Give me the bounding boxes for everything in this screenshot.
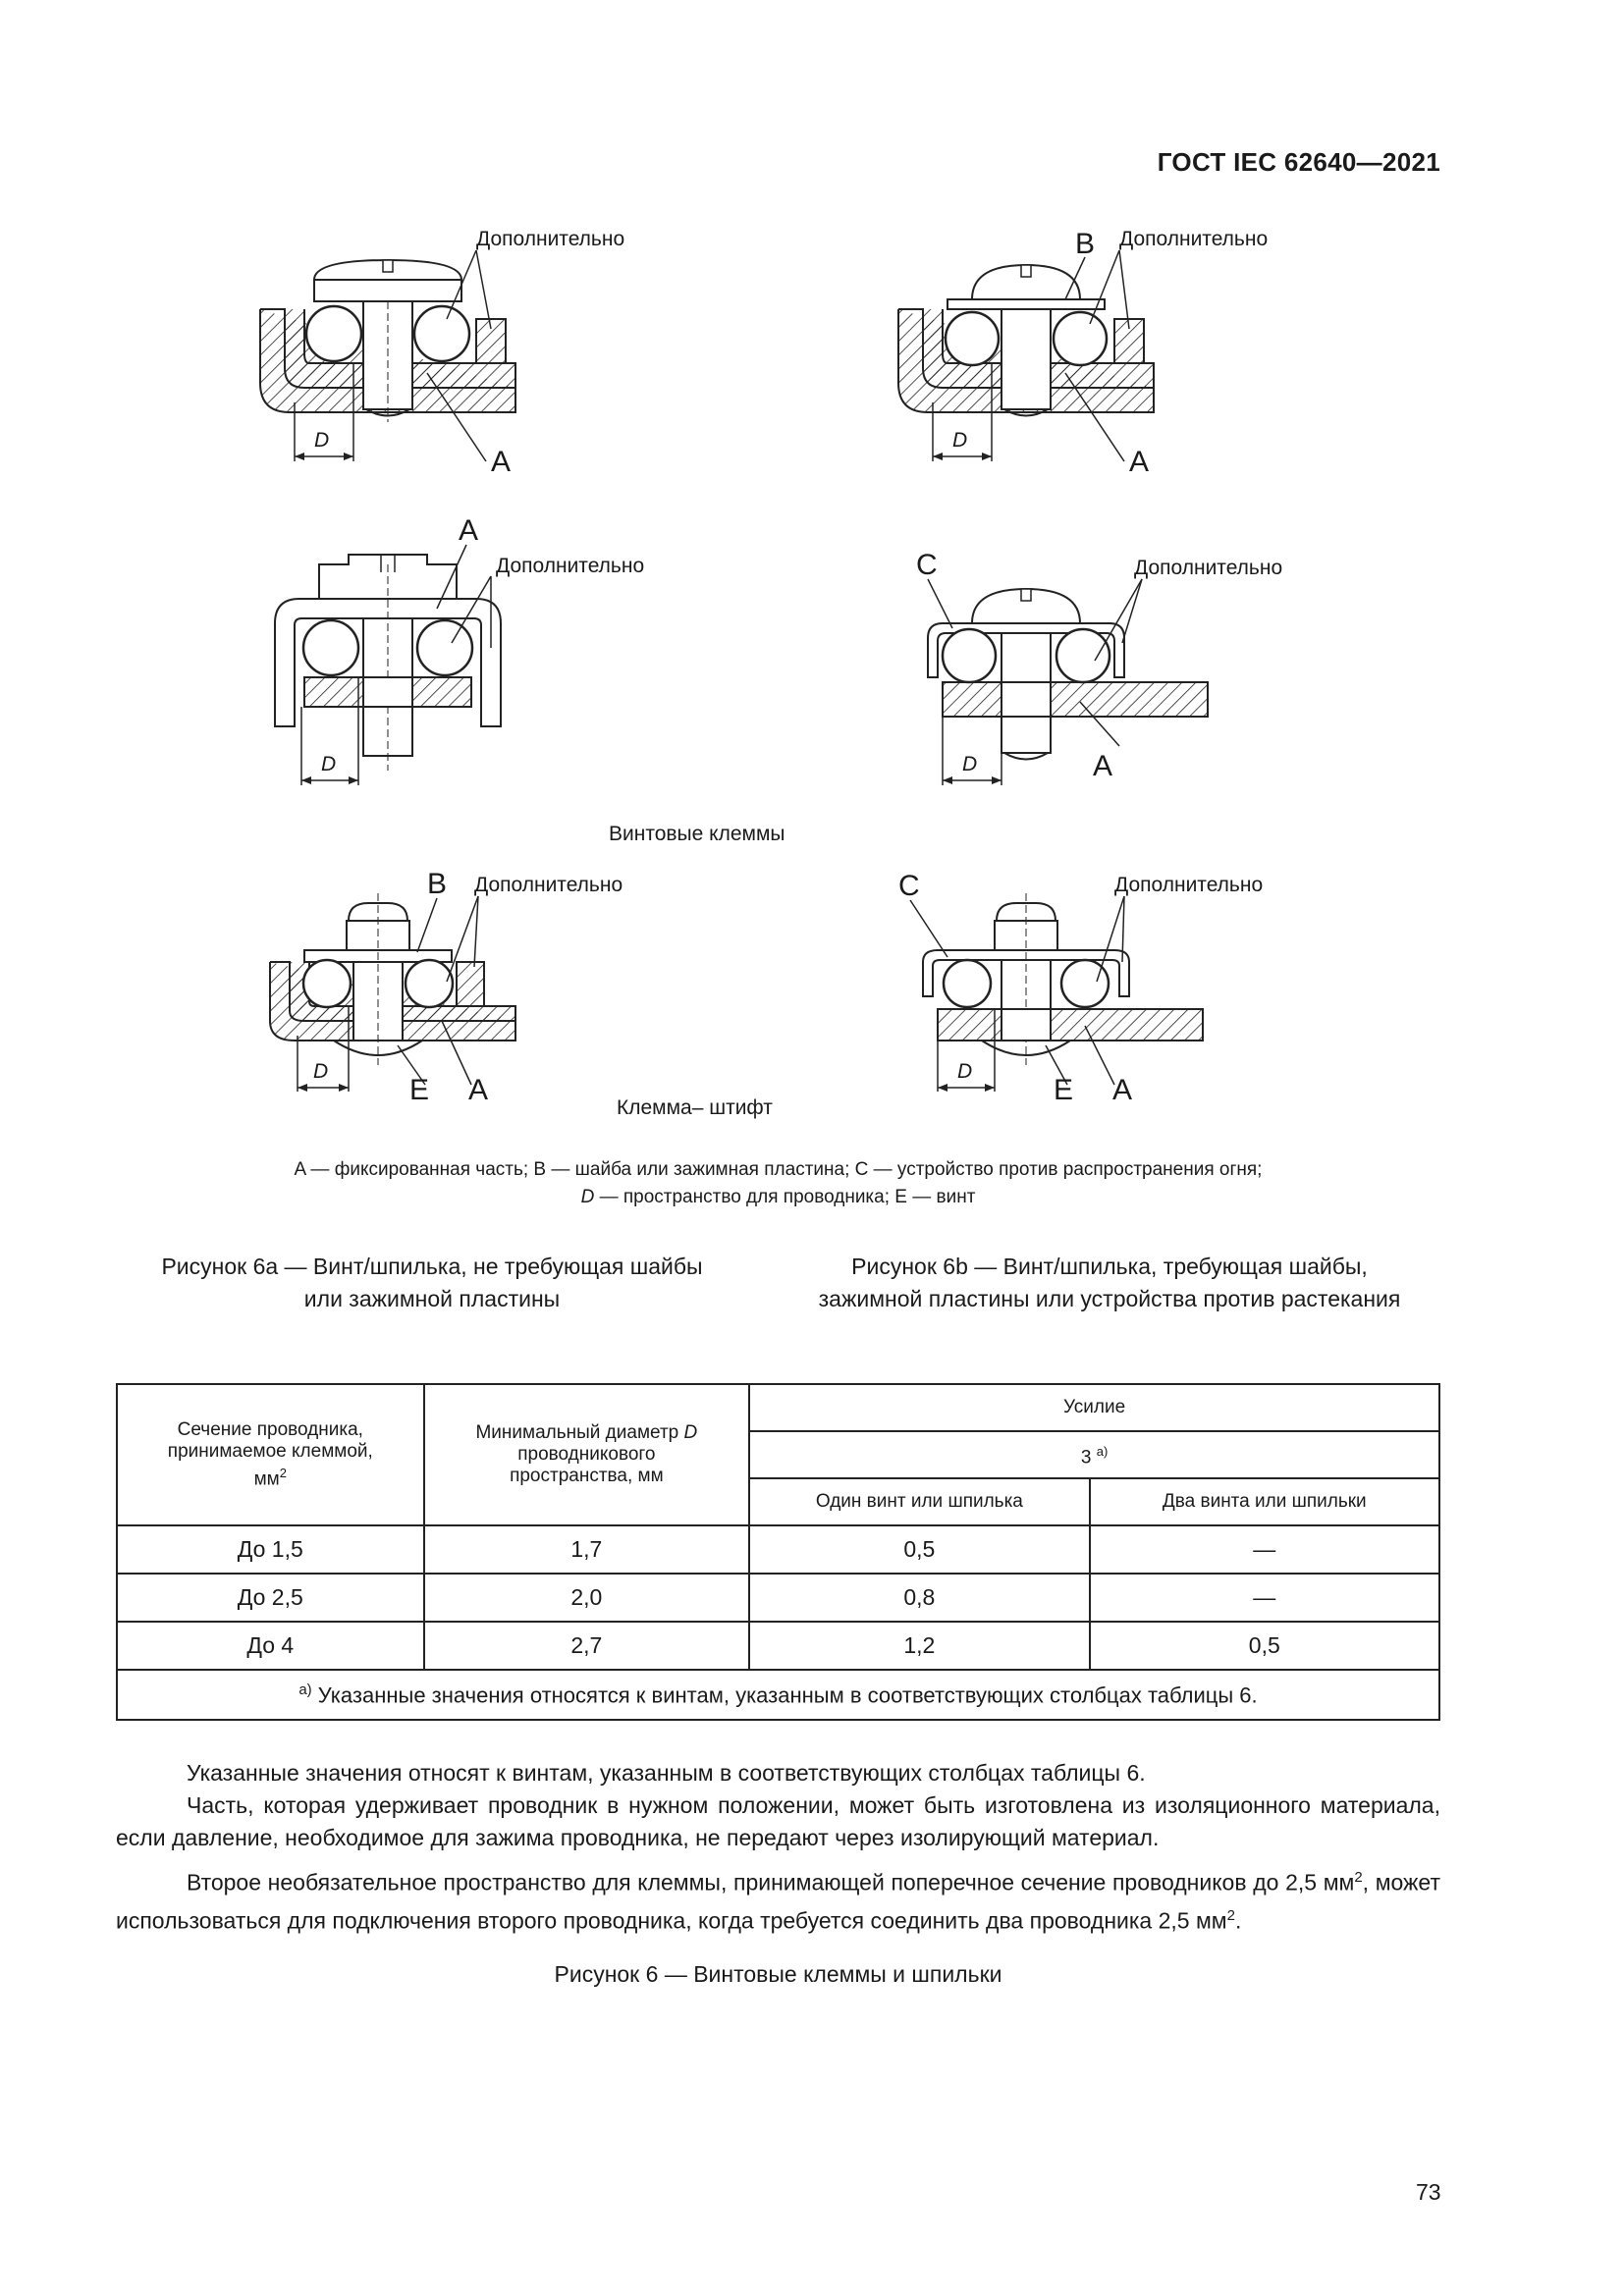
label-optional: Дополнительно [496,555,645,577]
label-optional: Дополнительно [476,228,625,250]
caption-6a-line-2: или зажимной пластины [303,1286,561,1311]
figure-legend [116,1156,1440,1211]
page-number: 73 [1416,2179,1441,2205]
cell-two-screws: — [1090,1525,1439,1574]
table-header-force-value: 3 $^{а)}$ [749,1431,1439,1478]
label-b: B [1075,228,1096,260]
legend-line-1: A — фиксированная часть; B — шайба или зажимная пластина; C — устройство против распространения огня; [294,1159,1263,1180]
figure-screw-clamp-top-left [250,226,722,481]
cell-one-screw: 1,2 [749,1622,1089,1670]
label-a: A [1129,446,1150,478]
label-c: C [898,870,920,902]
paragraph-3: Второе необязательное пространство для клеммы, принимающей поперечное сечение проводников до 2,5 $мм^2$, может использоваться для подключения второго проводника, когда требуется соединить два проводника 2,5 $мм^2$. [116,1869,1440,1934]
table-header-two-screws: Два винта или шпильки [1090,1478,1439,1525]
label-a: A [468,1074,489,1106]
label-d: D [313,1060,329,1083]
cell-diameter: 2,0 [424,1574,750,1622]
figure-title: Рисунок 6 — Винтовые клеммы и шпильки [554,1961,1002,1987]
legend-line-2 [116,1184,1440,1211]
document-header: ГОСТ IEC 62640—2021 [1157,147,1440,177]
label-e: E [1054,1074,1074,1106]
caption-figure-6a [128,1251,736,1315]
cell-two-screws: — [1090,1574,1439,1622]
legend-d-var: D [580,1187,595,1207]
label-a: A [459,514,479,547]
label-optional: Дополнительно [1114,874,1264,896]
label-d: D [957,1060,973,1083]
table-header-section: Сечение проводника, принимаемое клеммой, $мм^2$ [117,1384,424,1525]
table-footnote: $^{а)}$ Указанные значения относятся к винтам, указанным в соответствующих столбцах таблицы 6. [117,1670,1439,1720]
cell-section: До 2,5 [117,1574,424,1622]
figure-stud-clamp-left [250,864,722,1104]
label-optional: Дополнительно [474,874,623,896]
caption-figure-6b [776,1251,1443,1315]
label-e: E [409,1074,430,1106]
cell-one-screw: 0,5 [749,1525,1089,1574]
caption-6a-line-1: Рисунок 6а — Винт/шпилька, не требующая шайбы [161,1254,703,1279]
label-d: D [321,753,337,775]
label-a: A [491,446,512,478]
table-row [117,1574,1439,1622]
figure-stud-clamp-right [889,864,1360,1104]
caption-6b-line-2: зажимной пластины или устройства против растекания [818,1286,1401,1311]
label-optional: Дополнительно [1134,557,1283,579]
label-c: C [916,549,938,581]
table-row [117,1622,1439,1670]
legend-line-2-text: — пространство для проводника; E — винт [594,1187,976,1207]
force-table [116,1383,1440,1721]
paragraph-1: Указанные значения относят к винтам, указанным в соответствующих столбцах таблицы 6. [187,1760,1146,1786]
label-d: D [314,429,330,452]
cell-one-screw: 0,8 [749,1574,1089,1622]
section-label-stud-clamp: Клемма– штифт [617,1096,773,1119]
table-header-one-screw: Один винт или шпилька [749,1478,1089,1525]
figure-screw-clamp-mid-right [889,545,1360,795]
label-optional: Дополнительно [1119,228,1269,250]
cell-section: До 4 [117,1622,424,1670]
label-a: A [1093,750,1113,782]
cell-section: До 1,5 [117,1525,424,1574]
figure-screw-clamp-mid-left [250,515,722,795]
caption-6b-line-1: Рисунок 6b — Винт/шпилька, требующая шайбы, [851,1254,1368,1279]
table-row [117,1525,1439,1574]
label-d: D [962,753,978,775]
figure-screw-clamp-top-right [889,226,1360,481]
table-header-force: Усилие [749,1384,1439,1431]
table-header-diameter: Минимальный диаметр D проводникового пространства, мм [424,1384,750,1525]
label-d: D [952,429,968,452]
label-b: B [427,868,448,900]
paragraph-2: Часть, которая удерживает проводник в нужном положении, может быть изготовлена из изоляционного материала, если давление, необходимое для зажима проводника, не передают через изолирующий материал. [116,1792,1440,1850]
cell-two-screws: 0,5 [1090,1622,1439,1670]
section-label-screw-clamps: Винтовые клеммы [609,823,785,845]
cell-diameter: 1,7 [424,1525,750,1574]
label-a: A [1112,1074,1133,1106]
cell-diameter: 2,7 [424,1622,750,1670]
table-footnote-row [117,1670,1439,1720]
